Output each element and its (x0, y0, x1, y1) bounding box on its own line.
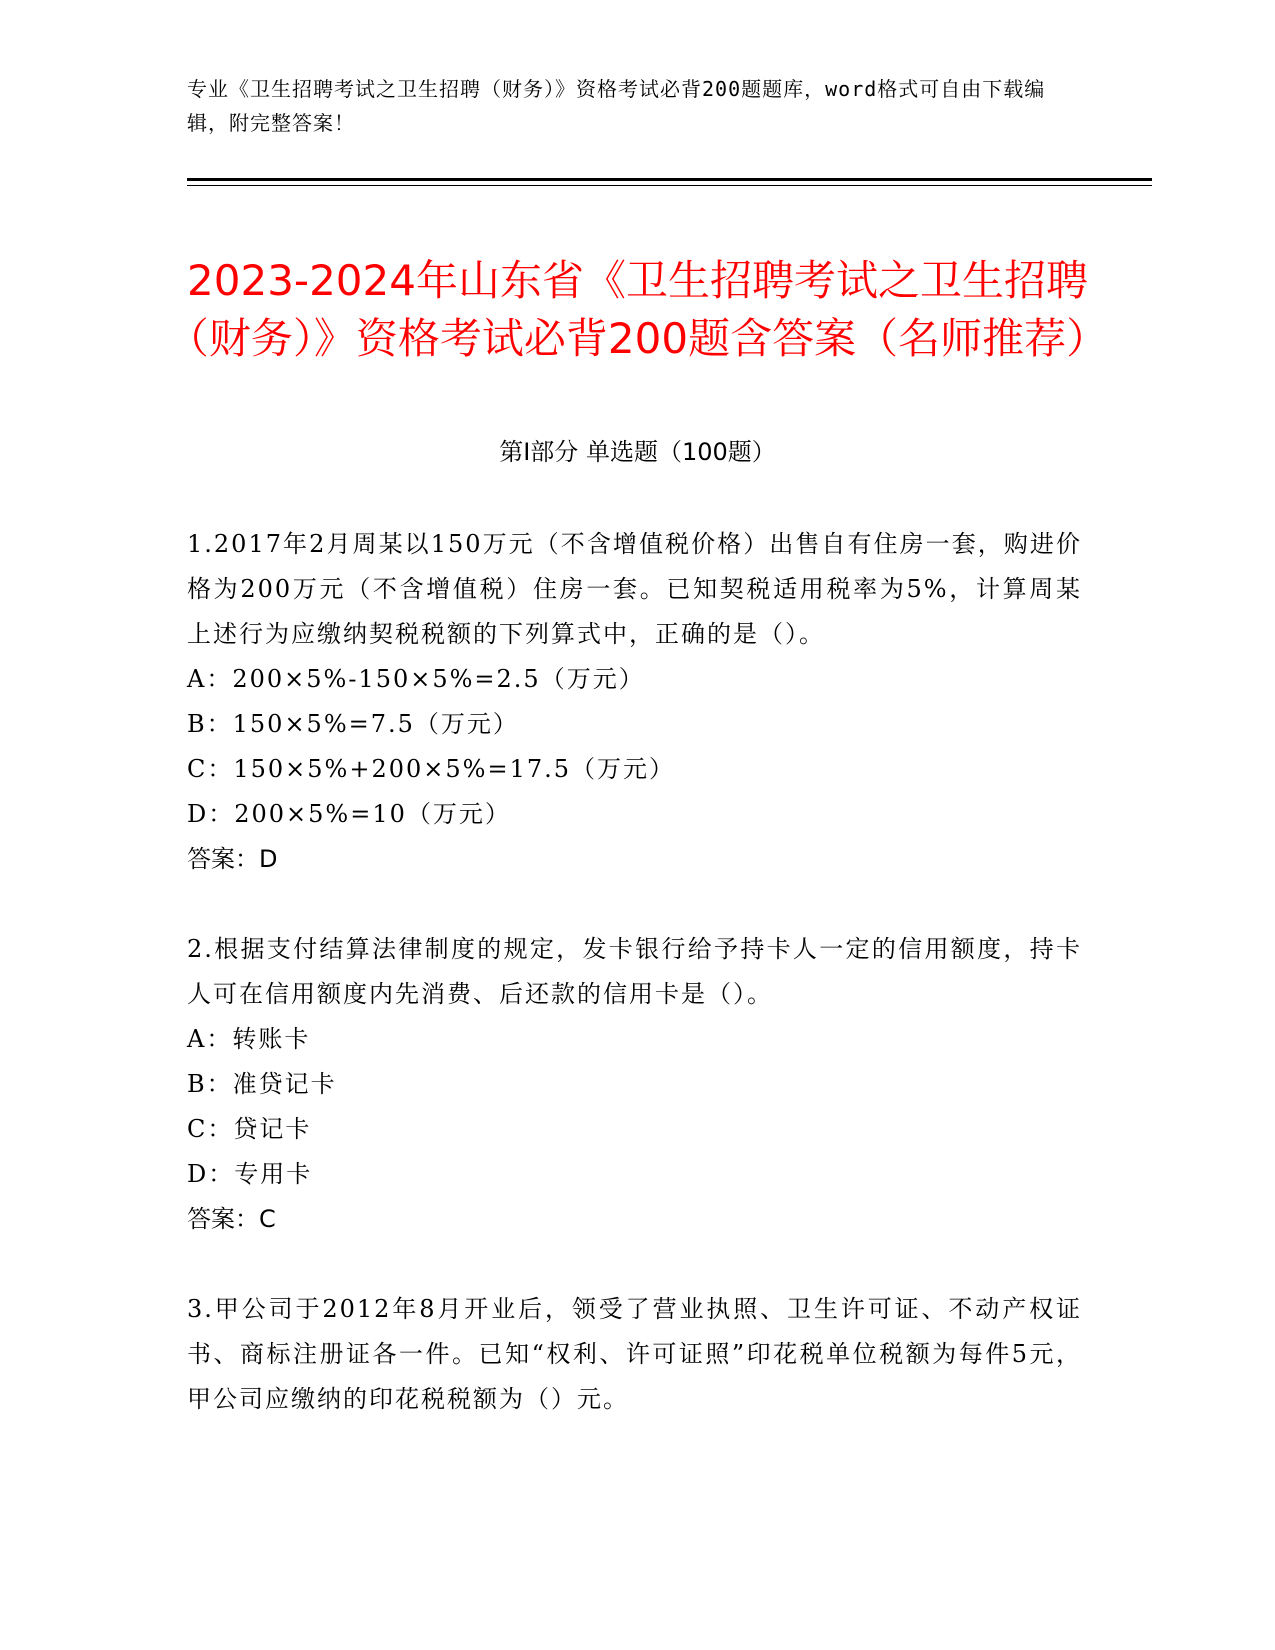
answer: 答案：C (187, 1205, 276, 1233)
answer: 答案：D (187, 845, 278, 873)
section-title: 第Ⅰ部分 单选题（100题） (499, 438, 776, 466)
header-rule-thin (187, 185, 1152, 186)
question-3 (187, 1287, 1082, 1422)
option-a: A：转账卡 (187, 1025, 311, 1053)
header-rule-thick (187, 178, 1152, 181)
question-text: 3.甲公司于2012年8月开业后，领受了营业执照、卫生许可证、不动产权证书、商标注册证各一件。已知“权利、许可证照”印花税单位税额为每件5元，甲公司应缴纳的印花税税额为（）元。 (187, 1295, 1082, 1413)
option-d: D：专用卡 (187, 1160, 313, 1188)
option-c: C：贷记卡 (187, 1115, 312, 1143)
option-c: C：150×5%+200×5%=17.5（万元） (187, 755, 676, 783)
header-note: 专业《卫生招聘考试之卫生招聘（财务）》资格考试必背200题题库，word格式可自由下载编辑，附完整答案！ (187, 77, 1046, 135)
option-a: A：200×5%-150×5%=2.5（万元） (187, 665, 645, 693)
question-2 (187, 927, 1082, 1242)
question-text: 1.2017年2月周某以150万元（不含增值税价格）出售自有住房一套，购进价格为200万元（不含增值税）住房一套。已知契税适用税率为5%，计算周某上述行为应缴纳契税税额的下列算式中，正确的是（）。 (187, 530, 1082, 648)
question-1 (187, 522, 1082, 882)
document-title: 2023-2024年山东省《卫生招聘考试之卫生招聘（财务）》资格考试必背200题含答案（名师推荐） (166, 256, 1109, 364)
option-b: B：150×5%=7.5（万元） (187, 710, 519, 738)
option-b: B：准贷记卡 (187, 1070, 337, 1098)
question-list (187, 522, 1082, 1467)
question-text: 2.根据支付结算法律制度的规定，发卡银行给予持卡人一定的信用额度，持卡人可在信用额度内先消费、后还款的信用卡是（）。 (187, 935, 1082, 1008)
option-d: D：200×5%=10（万元） (187, 800, 511, 828)
